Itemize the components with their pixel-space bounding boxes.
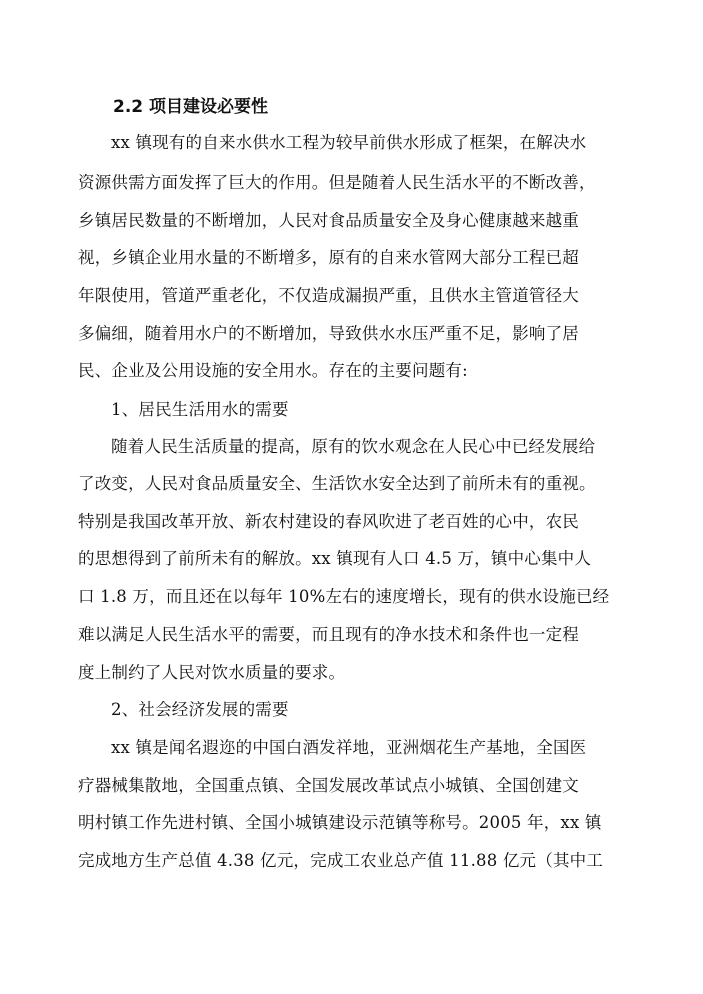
- text-line: 难以满足人民生活水平的需要，而且现有的净水技术和条件也一定程: [78, 625, 579, 644]
- section-heading: 2.2 项目建设必要性: [113, 97, 269, 117]
- text-line: 完成地方生产总值 4.38 亿元，完成工农业总产值 11.88 亿元（其中工: [78, 851, 604, 870]
- text-line: 了改变，人民对食品质量安全、生活饮水安全达到了前所未有的重视。: [78, 474, 596, 493]
- text-line: 特别是我国改革开放、新农村建设的春风吹进了老百姓的心中，农民: [78, 512, 579, 531]
- text-line: 年限使用，管道严重老化，不仅造成漏损严重，且供水主管道管径大: [78, 286, 579, 305]
- subheading-line: 2、社会经济发展的需要: [111, 700, 289, 719]
- text-line: 度上制约了人民对饮水质量的要求。: [78, 663, 346, 682]
- text-line: 的思想得到了前所未有的解放。xx 镇现有人口 4.5 万，镇中心集中人: [78, 549, 592, 568]
- subheading-line: 1、居民生活用水的需要: [111, 400, 289, 419]
- text-line: 资源供需方面发挥了巨大的作用。但是随着人民生活水平的不断改善，: [78, 173, 596, 192]
- text-line: 口 1.8 万，而且还在以每年 10%左右的速度增长，现有的供水设施已经: [78, 587, 610, 606]
- text-line: 乡镇居民数量的不断增加，人民对食品质量安全及身心健康越来越重: [78, 211, 579, 230]
- text-line: 明村镇工作先进村镇、全国小城镇建设示范镇等称号。2005 年，xx 镇: [78, 813, 602, 832]
- text-line: 民、企业及公用设施的安全用水。存在的主要问题有:: [78, 361, 468, 380]
- text-line: 视，乡镇企业用水量的不断增多，原有的自来水管网大部分工程已超: [78, 248, 579, 267]
- text-line: 多偏细，随着用水户的不断增加，导致供水水压严重不足，影响了居: [78, 324, 579, 343]
- text-line: 随着人民生活质量的提高，原有的饮水观念在人民心中已经发展给: [111, 437, 596, 456]
- text-line: xx 镇现有的自来水供水工程为较早前供水形成了框架，在解决水: [111, 133, 587, 152]
- text-line: 疗器械集散地，全国重点镇、全国发展改革试点小城镇、全国创建文: [78, 776, 579, 795]
- text-line: xx 镇是闻名遐迩的中国白酒发祥地，亚洲烟花生产基地，全国医: [111, 738, 587, 757]
